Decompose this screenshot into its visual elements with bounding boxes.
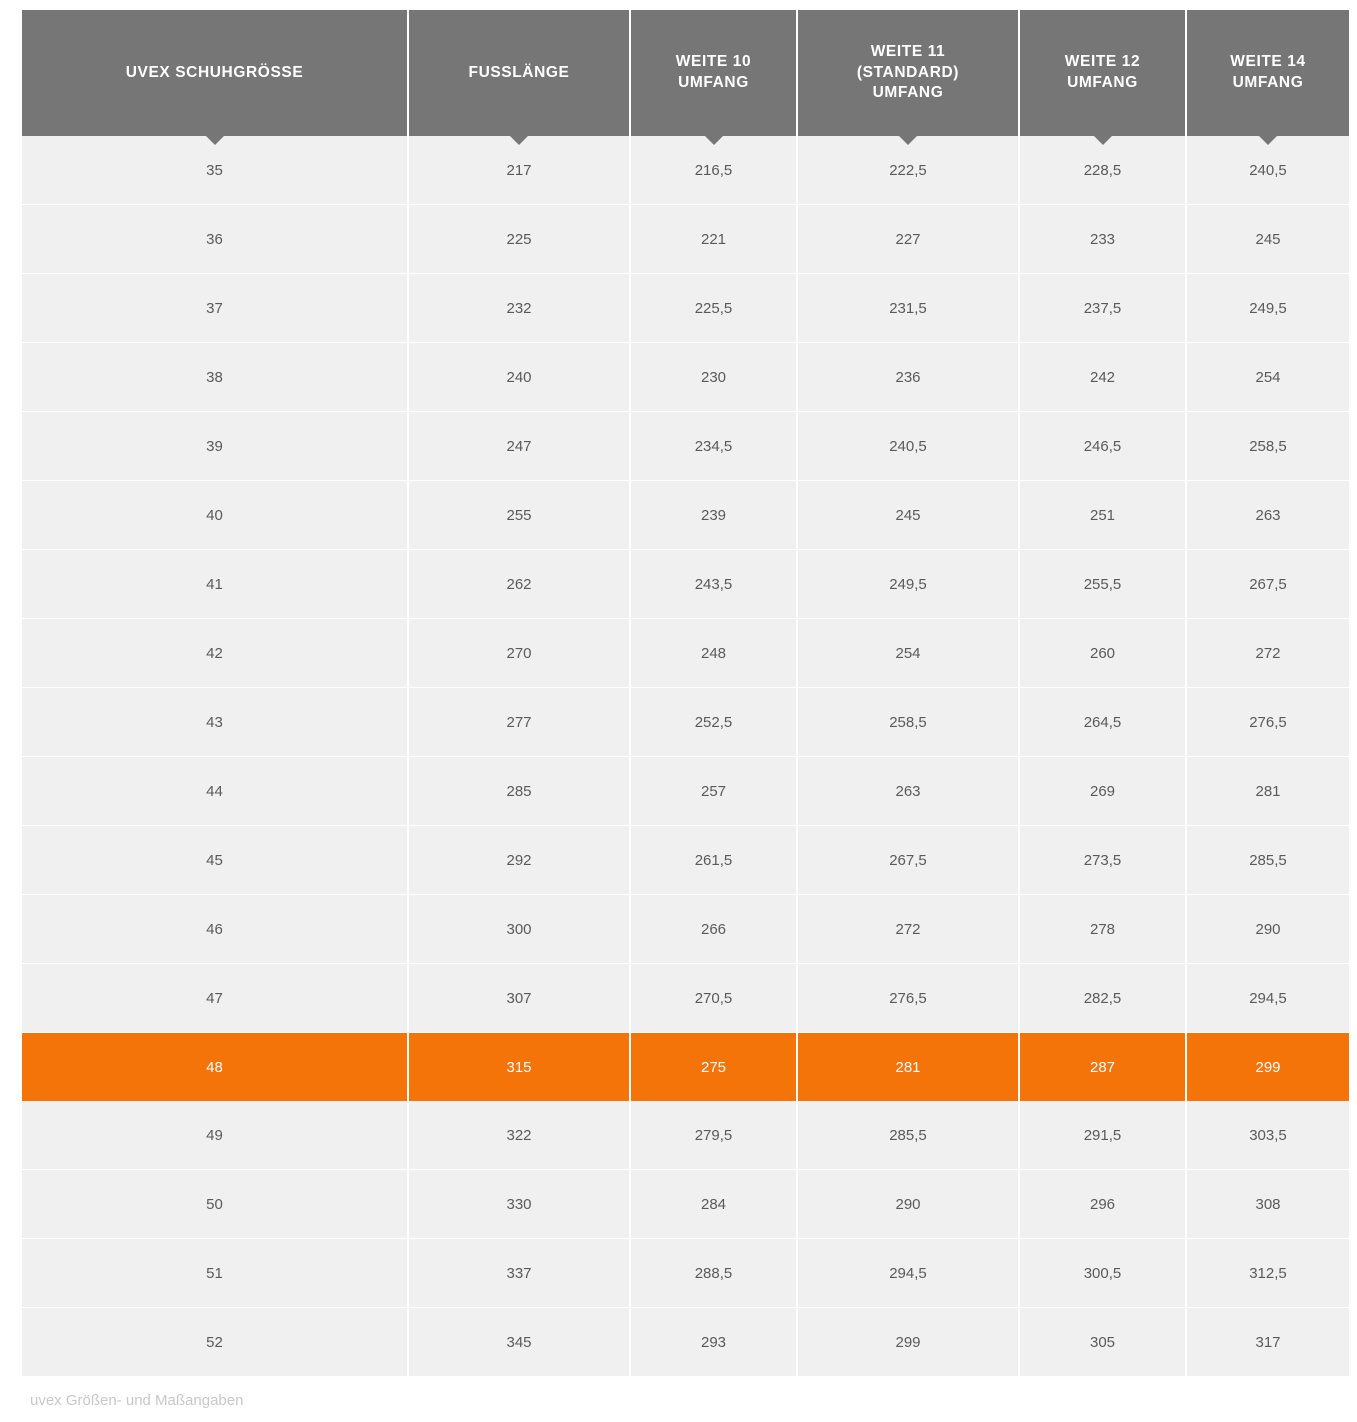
table-cell: 217 xyxy=(409,136,629,205)
table-cell: 264,5 xyxy=(1020,688,1185,757)
table-header-row xyxy=(22,10,1349,136)
column-header-5 xyxy=(1187,10,1349,136)
table-row xyxy=(22,343,1349,412)
table-cell: 276,5 xyxy=(1187,688,1349,757)
column-header-line: UMFANG xyxy=(872,84,944,102)
table-cell: 294,5 xyxy=(798,1239,1018,1308)
table-row xyxy=(22,136,1349,205)
table-cell: 38 xyxy=(22,343,407,412)
table-row xyxy=(22,1101,1349,1170)
table-cell: 237,5 xyxy=(1020,274,1185,343)
table-cell: 232 xyxy=(409,274,629,343)
table-row xyxy=(22,688,1349,757)
table-cell: 240,5 xyxy=(798,412,1018,481)
table-cell: 45 xyxy=(22,826,407,895)
table-cell: 288,5 xyxy=(631,1239,796,1308)
table-cell: 236 xyxy=(798,343,1018,412)
header-arrow-icon xyxy=(205,135,225,145)
table-cell: 276,5 xyxy=(798,964,1018,1033)
table-cell: 281 xyxy=(1187,757,1349,826)
table-cell: 245 xyxy=(1187,205,1349,274)
table-cell: 251 xyxy=(1020,481,1185,550)
table-cell: 312,5 xyxy=(1187,1239,1349,1308)
header-arrow-icon xyxy=(509,135,529,145)
table-cell: 284 xyxy=(631,1170,796,1239)
table-cell: 248 xyxy=(631,619,796,688)
table-cell: 41 xyxy=(22,550,407,619)
table-cell: 245 xyxy=(798,481,1018,550)
table-cell: 307 xyxy=(409,964,629,1033)
table-cell: 262 xyxy=(409,550,629,619)
table-cell: 272 xyxy=(798,895,1018,964)
table-cell: 330 xyxy=(409,1170,629,1239)
table-cell: 254 xyxy=(1187,343,1349,412)
table-cell: 246,5 xyxy=(1020,412,1185,481)
table-cell: 47 xyxy=(22,964,407,1033)
table-cell: 322 xyxy=(409,1101,629,1170)
table-cell: 255 xyxy=(409,481,629,550)
column-header-line: WEITE 14 xyxy=(1230,53,1306,71)
table-cell: 222,5 xyxy=(798,136,1018,205)
table-cell: 337 xyxy=(409,1239,629,1308)
table-row xyxy=(22,964,1349,1033)
table-cell: 230 xyxy=(631,343,796,412)
table-cell: 291,5 xyxy=(1020,1101,1185,1170)
table-cell: 278 xyxy=(1020,895,1185,964)
table-cell: 305 xyxy=(1020,1308,1185,1376)
table-cell: 273,5 xyxy=(1020,826,1185,895)
column-header-line: (STANDARD) xyxy=(856,63,960,81)
table-caption: uvex Größen- und Maßangaben xyxy=(30,1392,244,1409)
table-cell: 269 xyxy=(1020,757,1185,826)
table-cell: 240 xyxy=(409,343,629,412)
table-cell: 293 xyxy=(631,1308,796,1376)
table-cell: 242 xyxy=(1020,343,1185,412)
table-cell: 275 xyxy=(631,1033,796,1101)
table-cell: 52 xyxy=(22,1308,407,1376)
table-cell: 44 xyxy=(22,757,407,826)
table-cell: 252,5 xyxy=(631,688,796,757)
table-cell: 46 xyxy=(22,895,407,964)
table-cell: 272 xyxy=(1187,619,1349,688)
table-cell: 345 xyxy=(409,1308,629,1376)
table-cell: 261,5 xyxy=(631,826,796,895)
table-cell: 317 xyxy=(1187,1308,1349,1376)
table-header xyxy=(22,10,1349,136)
table-cell: 315 xyxy=(409,1033,629,1101)
table-cell: 282,5 xyxy=(1020,964,1185,1033)
table-cell: 290 xyxy=(798,1170,1018,1239)
table-cell: 225,5 xyxy=(631,274,796,343)
table-cell: 249,5 xyxy=(798,550,1018,619)
table-cell: 221 xyxy=(631,205,796,274)
column-header-line: WEITE 12 xyxy=(1064,53,1141,71)
table-cell: 303,5 xyxy=(1187,1101,1349,1170)
table-cell: 240,5 xyxy=(1187,136,1349,205)
table-cell: 39 xyxy=(22,412,407,481)
table-cell: 255,5 xyxy=(1020,550,1185,619)
table-cell: 35 xyxy=(22,136,407,205)
table-cell: 42 xyxy=(22,619,407,688)
table-cell: 258,5 xyxy=(798,688,1018,757)
table-cell: 281 xyxy=(798,1033,1018,1101)
column-header-line: WEITE 10 xyxy=(675,53,752,71)
table-row xyxy=(22,1170,1349,1239)
column-header-line: UMFANG xyxy=(1067,74,1138,91)
table-cell: 50 xyxy=(22,1170,407,1239)
table-cell: 292 xyxy=(409,826,629,895)
column-header-line: UVEX SCHUHGRÖSSE xyxy=(125,63,304,81)
column-header-4 xyxy=(1020,10,1185,136)
table-cell: 231,5 xyxy=(798,274,1018,343)
table-cell: 233 xyxy=(1020,205,1185,274)
table-cell: 225 xyxy=(409,205,629,274)
table-cell: 48 xyxy=(22,1033,407,1101)
table-row xyxy=(22,205,1349,274)
table-cell: 49 xyxy=(22,1101,407,1170)
table-row xyxy=(22,895,1349,964)
table-row xyxy=(22,757,1349,826)
column-header-0 xyxy=(22,10,407,136)
column-header-2 xyxy=(631,10,796,136)
header-arrow-icon xyxy=(704,135,724,145)
column-header-line: UMFANG xyxy=(678,74,749,91)
table-cell: 243,5 xyxy=(631,550,796,619)
table-cell: 249,5 xyxy=(1187,274,1349,343)
table-cell: 287 xyxy=(1020,1033,1185,1101)
table-row xyxy=(22,619,1349,688)
table-cell: 270,5 xyxy=(631,964,796,1033)
table-cell: 299 xyxy=(1187,1033,1349,1101)
table-cell: 267,5 xyxy=(1187,550,1349,619)
table-cell: 258,5 xyxy=(1187,412,1349,481)
table-cell: 285 xyxy=(409,757,629,826)
table-cell: 227 xyxy=(798,205,1018,274)
header-arrow-icon xyxy=(1258,135,1278,145)
table-row xyxy=(22,1239,1349,1308)
table-cell: 216,5 xyxy=(631,136,796,205)
table-row xyxy=(22,412,1349,481)
table-cell: 299 xyxy=(798,1308,1018,1376)
column-header-3 xyxy=(798,10,1018,136)
header-arrow-icon xyxy=(1093,135,1113,145)
table-cell: 247 xyxy=(409,412,629,481)
table-cell: 254 xyxy=(798,619,1018,688)
table-body xyxy=(22,136,1349,1376)
table-cell: 51 xyxy=(22,1239,407,1308)
column-header-1 xyxy=(409,10,629,136)
table-cell: 257 xyxy=(631,757,796,826)
table-cell: 266 xyxy=(631,895,796,964)
table-row xyxy=(22,826,1349,895)
column-header-line: WEITE 11 xyxy=(870,42,946,60)
header-arrow-icon xyxy=(898,135,918,145)
table-cell: 300 xyxy=(409,895,629,964)
table-row xyxy=(22,481,1349,550)
table-cell: 40 xyxy=(22,481,407,550)
table-cell: 37 xyxy=(22,274,407,343)
table-row xyxy=(22,550,1349,619)
table-row xyxy=(22,274,1349,343)
column-header-line: FUSSLÄNGE xyxy=(468,63,570,81)
table-cell: 290 xyxy=(1187,895,1349,964)
column-header-line: UMFANG xyxy=(1232,74,1304,91)
table-cell: 43 xyxy=(22,688,407,757)
table-cell: 267,5 xyxy=(798,826,1018,895)
table-cell: 296 xyxy=(1020,1170,1185,1239)
table-cell: 277 xyxy=(409,688,629,757)
size-chart-table xyxy=(20,10,1351,1376)
table-cell: 285,5 xyxy=(1187,826,1349,895)
table-cell: 234,5 xyxy=(631,412,796,481)
table-cell: 285,5 xyxy=(798,1101,1018,1170)
table-cell: 228,5 xyxy=(1020,136,1185,205)
table-cell: 263 xyxy=(1187,481,1349,550)
table-cell: 308 xyxy=(1187,1170,1349,1239)
table-cell: 279,5 xyxy=(631,1101,796,1170)
table-cell: 239 xyxy=(631,481,796,550)
table-cell: 36 xyxy=(22,205,407,274)
table-cell: 260 xyxy=(1020,619,1185,688)
table-cell: 270 xyxy=(409,619,629,688)
table-row xyxy=(22,1033,1349,1101)
table-cell: 300,5 xyxy=(1020,1239,1185,1308)
table-cell: 294,5 xyxy=(1187,964,1349,1033)
table-row xyxy=(22,1308,1349,1376)
table-cell: 263 xyxy=(798,757,1018,826)
